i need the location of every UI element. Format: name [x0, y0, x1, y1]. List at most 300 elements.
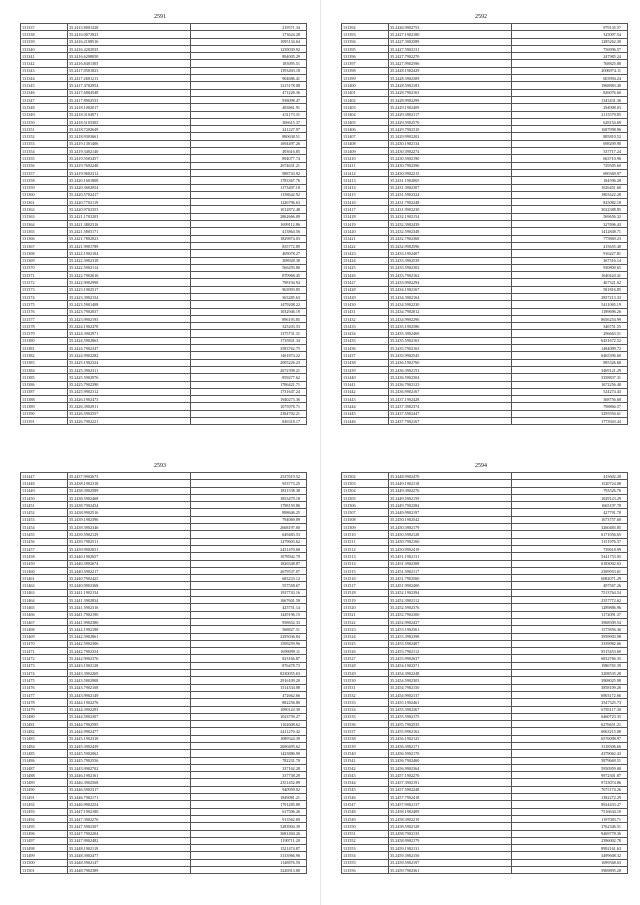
page-right — [320, 0, 640, 905]
amount-cell: 6082071.29 — [512, 575, 628, 582]
table-row — [342, 640, 628, 647]
amount-cell: 1173407.18 — [191, 184, 307, 191]
row-id-cell: 131388 — [21, 396, 68, 403]
row-id-cell: 131539 — [342, 742, 389, 749]
code-cell: 35.2447.1902180 — [68, 808, 191, 815]
code-cell: 35.2423.9902193 — [68, 315, 191, 322]
row-id-cell: 131462 — [21, 582, 68, 589]
code-cell: 35.2446.3902568 — [68, 779, 191, 786]
amount-cell: 325203.53 — [191, 323, 307, 330]
amount-cell: 617506.26 — [191, 808, 307, 815]
table-block-2594 — [341, 462, 621, 874]
row-id-cell: 131418 — [342, 213, 389, 220]
row-id-cell: 131482 — [21, 728, 68, 735]
row-id-cell: 131391 — [21, 418, 68, 425]
amount-cell: 3339982.66 — [512, 640, 628, 647]
amount-cell: 1190711.20 — [191, 837, 307, 844]
row-id-cell: 131487 — [21, 764, 68, 771]
table-row — [21, 169, 307, 176]
table-row — [21, 823, 307, 830]
table-row — [342, 250, 628, 257]
table-row — [342, 801, 628, 808]
row-id-cell: 131380 — [21, 337, 68, 344]
code-cell: 35.2459.3902156 — [389, 852, 512, 859]
row-id-cell: 131379 — [21, 330, 68, 337]
row-id-cell: 131372 — [21, 279, 68, 286]
row-id-cell: 131454 — [21, 524, 68, 531]
table-row — [342, 257, 628, 264]
code-cell: 35.2426.7902221 — [68, 418, 191, 425]
amount-cell: 537717.24 — [512, 148, 628, 155]
row-id-cell: 131376 — [21, 308, 68, 315]
amount-cell: 963993.85 — [191, 286, 307, 293]
row-id-cell: 131430 — [342, 301, 389, 308]
row-id-cell: 131490 — [21, 786, 68, 793]
table-row — [21, 337, 307, 344]
amount-cell: 8656254.99 — [512, 315, 628, 322]
table-row — [342, 575, 628, 582]
amount-cell: 894077.74 — [191, 155, 307, 162]
table-row — [342, 155, 628, 162]
amount-cell: 2295036.84 — [191, 633, 307, 640]
row-id-cell: 131498 — [21, 845, 68, 852]
row-id-cell: 131555 — [342, 859, 389, 866]
table-row — [342, 330, 628, 337]
table-row — [21, 330, 307, 337]
row-id-cell: 131534 — [342, 706, 389, 713]
table-row — [21, 648, 307, 655]
code-cell: 35.2421.7802023 — [68, 235, 191, 242]
row-id-cell: 131411 — [342, 162, 389, 169]
table-row — [21, 221, 307, 228]
code-cell: 35.2432.3902439 — [389, 221, 512, 228]
row-id-cell: 131337 — [21, 24, 68, 31]
table-row — [21, 308, 307, 315]
code-cell: 35.2428.1902429 — [389, 67, 512, 74]
row-id-cell: 131514 — [342, 560, 389, 567]
code-cell: 35.2437.7902167 — [389, 418, 512, 425]
table-row — [342, 293, 628, 300]
code-cell: 35.2420.9702353 — [68, 206, 191, 213]
code-cell: 35.2447.9902482 — [68, 837, 191, 844]
amount-cell: 1699112.86 — [191, 221, 307, 228]
row-id-cell: 131511 — [342, 538, 389, 545]
code-cell: 35.2422.9902998 — [68, 279, 191, 286]
amount-cell: 493616.85 — [191, 148, 307, 155]
row-id-cell: 131361 — [21, 199, 68, 206]
row-id-cell: 131473 — [21, 662, 68, 669]
row-id-cell: 131455 — [21, 531, 68, 538]
table-row — [21, 567, 307, 574]
row-id-cell: 131474 — [21, 670, 68, 677]
row-id-cell: 131537 — [342, 728, 389, 735]
table-row — [21, 410, 307, 417]
table-row — [342, 699, 628, 706]
table-row — [21, 670, 307, 677]
code-cell: 35.2455.1902461 — [389, 699, 512, 706]
row-id-cell: 131493 — [21, 808, 68, 815]
amount-cell: 1798159.86 — [191, 502, 307, 509]
code-cell: 35.2435.5902163 — [389, 337, 512, 344]
row-id-cell: 131469 — [21, 633, 68, 640]
table-row — [21, 250, 307, 257]
code-cell: 35.2451.1902131 — [389, 553, 512, 560]
table-row — [342, 177, 628, 184]
row-id-cell: 131552 — [342, 837, 389, 844]
table-row — [21, 162, 307, 169]
code-cell: 35.2421.9901789 — [68, 242, 191, 249]
table-row — [21, 786, 307, 793]
code-cell: 35.2455.3902367 — [389, 706, 512, 713]
code-cell: 35.2432.9902596 — [389, 242, 512, 249]
table-row — [21, 345, 307, 352]
code-cell: 35.2458.1902409 — [389, 808, 512, 815]
amount-cell: 425751.14 — [191, 604, 307, 611]
amount-cell: 953773.25 — [191, 480, 307, 487]
code-cell: 35.2428.5902183 — [389, 82, 512, 89]
code-cell: 35.2419.1301406 — [68, 140, 191, 147]
table-row — [21, 735, 307, 742]
table-row — [342, 794, 628, 801]
code-cell: 35.2444.5902307 — [68, 713, 191, 720]
amount-cell: 1382272.29 — [512, 794, 628, 801]
table-row — [21, 706, 307, 713]
amount-cell: 3469121.29 — [512, 366, 628, 373]
code-cell: 35.2453.9902637 — [389, 655, 512, 662]
code-cell: 35.2446.7902171 — [68, 794, 191, 801]
code-cell: 35.2435.1902586 — [389, 323, 512, 330]
table-row — [342, 67, 628, 74]
code-cell: 35.2453.7902112 — [389, 648, 512, 655]
row-id-cell: 131521 — [342, 611, 389, 618]
table-row — [342, 597, 628, 604]
row-id-cell: 131459 — [21, 560, 68, 567]
row-id-cell: 131452 — [21, 509, 68, 516]
amount-cell: 219571.34 — [191, 24, 307, 31]
row-id-cell: 131554 — [342, 852, 389, 859]
amount-cell: 6171056.65 — [512, 531, 628, 538]
amount-cell: 2431470.68 — [191, 545, 307, 552]
code-cell: 35.2429.9902202 — [389, 133, 512, 140]
row-id-cell: 131551 — [342, 830, 389, 837]
code-cell: 35.2456.3902171 — [389, 742, 512, 749]
amount-cell: 415602.28 — [512, 473, 628, 480]
row-id-cell: 131417 — [342, 206, 389, 213]
row-id-cell: 131442 — [342, 388, 389, 395]
code-cell: 35.2427.5902131 — [389, 45, 512, 52]
code-cell: 35.2444.7902595 — [68, 721, 191, 728]
amount-cell: 1285262.30 — [512, 38, 628, 45]
amount-cell: 904686.41 — [191, 75, 307, 82]
table-row — [21, 374, 307, 381]
table-row — [21, 111, 307, 118]
code-cell: 35.2440.9902368 — [68, 582, 191, 589]
amount-cell: 1375731.31 — [191, 330, 307, 337]
code-cell: 35.2441.5902316 — [68, 604, 191, 611]
row-id-cell: 131497 — [21, 837, 68, 844]
row-id-cell: 131491 — [21, 794, 68, 801]
amount-cell: 2862666.09 — [191, 213, 307, 220]
code-cell: 35.2448.9902470 — [389, 473, 512, 480]
row-id-cell: 131542 — [342, 764, 389, 771]
amount-cell: 876478.73 — [191, 662, 307, 669]
row-id-cell: 131471 — [21, 648, 68, 655]
row-id-cell: 131346 — [21, 89, 68, 96]
table-row — [342, 140, 628, 147]
code-cell: 35.2433.5902302 — [389, 264, 512, 271]
table-row — [342, 31, 628, 38]
row-id-cell: 131339 — [21, 38, 68, 45]
row-id-cell: 131433 — [342, 323, 389, 330]
row-id-cell: 131419 — [342, 221, 389, 228]
row-id-cell: 131545 — [342, 786, 389, 793]
table-row — [21, 257, 307, 264]
table-row — [21, 228, 307, 235]
row-id-cell: 131405 — [342, 118, 389, 125]
amount-cell: 325097.54 — [512, 31, 628, 38]
amount-cell: 566293.80 — [191, 264, 307, 271]
row-id-cell: 131444 — [342, 403, 389, 410]
amount-cell: 4379062.43 — [512, 750, 628, 757]
table-row — [342, 516, 628, 523]
amount-cell: 1699099.11 — [191, 648, 307, 655]
code-cell: 35.2423.7902037 — [68, 308, 191, 315]
table-row — [342, 750, 628, 757]
amount-cell: 2916109.20 — [191, 677, 307, 684]
amount-cell: 1731647.24 — [191, 388, 307, 395]
row-id-cell: 131544 — [342, 779, 389, 786]
amount-cell: 247985.24 — [512, 53, 628, 60]
code-cell: 35.2417.6804548 — [68, 89, 191, 96]
row-id-cell: 131515 — [342, 567, 389, 574]
row-id-cell: 131384 — [21, 366, 68, 373]
code-cell: 35.2449.7902384 — [389, 502, 512, 509]
amount-cell: 3762346.51 — [512, 823, 628, 830]
amount-cell: 3133966.96 — [191, 852, 307, 859]
table-row — [21, 772, 307, 779]
amount-cell: 2357772.62 — [512, 597, 628, 604]
row-id-cell: 131393 — [342, 31, 389, 38]
amount-cell: 3283904.39 — [191, 823, 307, 830]
row-id-cell: 131531 — [342, 684, 389, 691]
row-id-cell: 131406 — [342, 126, 389, 133]
code-cell: 35.2425.3902311 — [68, 366, 191, 373]
code-cell: 35.2418.7202649 — [68, 126, 191, 133]
code-cell: 35.2457.1902270 — [389, 772, 512, 779]
amount-cell: 880638.51 — [191, 133, 307, 140]
row-id-cell: 131480 — [21, 713, 68, 720]
table-row — [342, 366, 628, 373]
amount-cell: 782231.70 — [191, 757, 307, 764]
table-row — [342, 611, 628, 618]
row-id-cell: 131484 — [21, 742, 68, 749]
code-cell: 35.2432.5902348 — [389, 228, 512, 235]
row-id-cell: 131370 — [21, 264, 68, 271]
amount-cell: 979135.57 — [512, 24, 628, 31]
code-cell: 35.2439.1902396 — [68, 516, 191, 523]
table-row — [342, 396, 628, 403]
row-id-cell: 131338 — [21, 31, 68, 38]
amount-cell: 241227.97 — [191, 126, 307, 133]
row-id-cell: 131395 — [342, 45, 389, 52]
table-row — [21, 155, 307, 162]
amount-cell: 413864.56 — [191, 228, 307, 235]
amount-cell: 938098.47 — [191, 96, 307, 103]
row-id-cell: 131526 — [342, 648, 389, 655]
amount-cell: 2857213.33 — [512, 293, 628, 300]
amount-cell: 1672256.48 — [512, 381, 628, 388]
table-row — [21, 184, 307, 191]
amount-cell: 739618.99 — [512, 545, 628, 552]
row-id-cell: 131349 — [21, 111, 68, 118]
code-cell: 35.2454.7902150 — [389, 684, 512, 691]
code-cell: 35.2443.7902168 — [68, 684, 191, 691]
amount-cell: 368756.68 — [512, 396, 628, 403]
table-row — [342, 388, 628, 395]
amount-cell: 3208535.28 — [512, 670, 628, 677]
code-cell: 35.2440.5902217 — [68, 567, 191, 574]
row-id-cell: 131476 — [21, 684, 68, 691]
code-cell: 35.2424.1902478 — [68, 323, 191, 330]
table-row — [21, 618, 307, 625]
code-cell: 35.2420.5702417 — [68, 191, 191, 198]
code-cell: 35.2428.9902299 — [389, 96, 512, 103]
code-cell: 35.2449.3902276 — [389, 487, 512, 494]
code-cell: 35.2425.5902976 — [68, 374, 191, 381]
code-cell: 35.2451.7902560 — [389, 575, 512, 582]
code-cell: 35.2429.1902409 — [389, 104, 512, 111]
code-cell: 35.2434.5902230 — [389, 301, 512, 308]
row-id-cell: 131449 — [21, 487, 68, 494]
table-row — [21, 801, 307, 808]
table-row — [342, 494, 628, 501]
code-cell: 35.2429.3902117 — [389, 111, 512, 118]
amount-cell: 1279603.62 — [191, 538, 307, 545]
table-row — [342, 772, 628, 779]
table-row — [21, 126, 307, 133]
table-row — [342, 24, 628, 31]
amount-cell: 794069.89 — [191, 516, 307, 523]
amount-cell: 826318.17 — [191, 418, 307, 425]
table-row — [342, 169, 628, 176]
table-row — [21, 359, 307, 366]
amount-cell: 663710.96 — [512, 155, 628, 162]
amount-cell: 3118306.66 — [512, 742, 628, 749]
amount-cell: 1699568.63 — [512, 859, 628, 866]
code-cell: 35.2449.9902197 — [389, 509, 512, 516]
table-row — [21, 396, 307, 403]
amount-cell: 3022388.85 — [512, 206, 628, 213]
table-row — [21, 104, 307, 111]
row-id-cell: 131538 — [342, 735, 389, 742]
table-row — [342, 531, 628, 538]
amount-cell: 3968509.54 — [512, 618, 628, 625]
code-cell: 35.2425.1902324 — [68, 359, 191, 366]
table-row — [342, 242, 628, 249]
code-cell: 35.2443.5902908 — [68, 677, 191, 684]
amount-cell: 2115579.85 — [512, 111, 628, 118]
table-row — [21, 177, 307, 184]
amount-cell: 859277.62 — [191, 374, 307, 381]
code-cell: 35.2431.5902324 — [389, 191, 512, 198]
table-row — [21, 509, 307, 516]
table-row — [342, 845, 628, 852]
row-id-cell: 131402 — [342, 96, 389, 103]
code-cell: 35.2421.3802316 — [68, 221, 191, 228]
table-row — [21, 133, 307, 140]
table-row — [21, 315, 307, 322]
amount-cell: 6576098.97 — [512, 735, 628, 742]
row-id-cell: 131360 — [21, 191, 68, 198]
amount-cell: 690369.97 — [512, 169, 628, 176]
amount-cell: 1239039.92 — [191, 45, 307, 52]
amount-cell: 988743.92 — [191, 169, 307, 176]
amount-cell: 1151976.37 — [512, 538, 628, 545]
amount-cell: 569656.32 — [512, 213, 628, 220]
code-cell: 35.2444.3902293 — [68, 706, 191, 713]
table-row — [21, 323, 307, 330]
table-row — [342, 779, 628, 786]
amount-cell: 2668197.60 — [191, 524, 307, 531]
row-id-cell: 131416 — [342, 199, 389, 206]
table-row — [21, 867, 307, 874]
amount-cell: 6063215.08 — [512, 728, 628, 735]
code-cell: 35.2427.1902180 — [389, 31, 512, 38]
table-row — [21, 713, 307, 720]
table-row — [21, 45, 307, 52]
table-row — [342, 228, 628, 235]
amount-cell: 2351452.89 — [191, 779, 307, 786]
row-id-cell: 131486 — [21, 757, 68, 764]
amount-cell: 1158642.92 — [191, 191, 307, 198]
row-id-cell: 131512 — [342, 545, 389, 552]
row-id-cell: 131536 — [342, 721, 389, 728]
table-row — [342, 662, 628, 669]
table-row — [342, 582, 628, 589]
code-cell: 35.2426.5902557 — [68, 410, 191, 417]
code-cell: 35.2442.3902861 — [68, 633, 191, 640]
amount-cell: 898646.25 — [191, 509, 307, 516]
amount-cell: 1289886.96 — [512, 604, 628, 611]
row-id-cell: 131495 — [21, 823, 68, 830]
amount-cell: 1197083.71 — [512, 815, 628, 822]
code-cell: 35.2430.7902396 — [389, 162, 512, 169]
table-row — [342, 677, 628, 684]
table-row — [342, 867, 628, 874]
table-row — [21, 640, 307, 647]
row-id-cell: 131408 — [342, 140, 389, 147]
table-row — [21, 352, 307, 359]
table-row — [21, 691, 307, 698]
code-cell: 35.2428.7902163 — [389, 89, 512, 96]
table-title: 2592 — [475, 14, 487, 20]
table-row — [21, 191, 307, 198]
row-id-cell: 131447 — [21, 473, 68, 480]
row-id-cell: 131496 — [21, 830, 68, 837]
code-cell: 35.2434.1902167 — [389, 286, 512, 293]
table-row — [21, 597, 307, 604]
row-id-cell: 131510 — [342, 531, 389, 538]
table-row — [21, 235, 307, 242]
table-row — [342, 118, 628, 125]
table-row — [342, 148, 628, 155]
code-cell: 35.2431.1902065 — [389, 177, 512, 184]
code-cell: 35.2429.7902310 — [389, 126, 512, 133]
row-id-cell: 131429 — [342, 293, 389, 300]
code-cell: 35.2446.9902254 — [68, 801, 191, 808]
code-cell: 35.2433.3902539 — [389, 257, 512, 264]
code-cell: 35.2445.7902556 — [68, 757, 191, 764]
